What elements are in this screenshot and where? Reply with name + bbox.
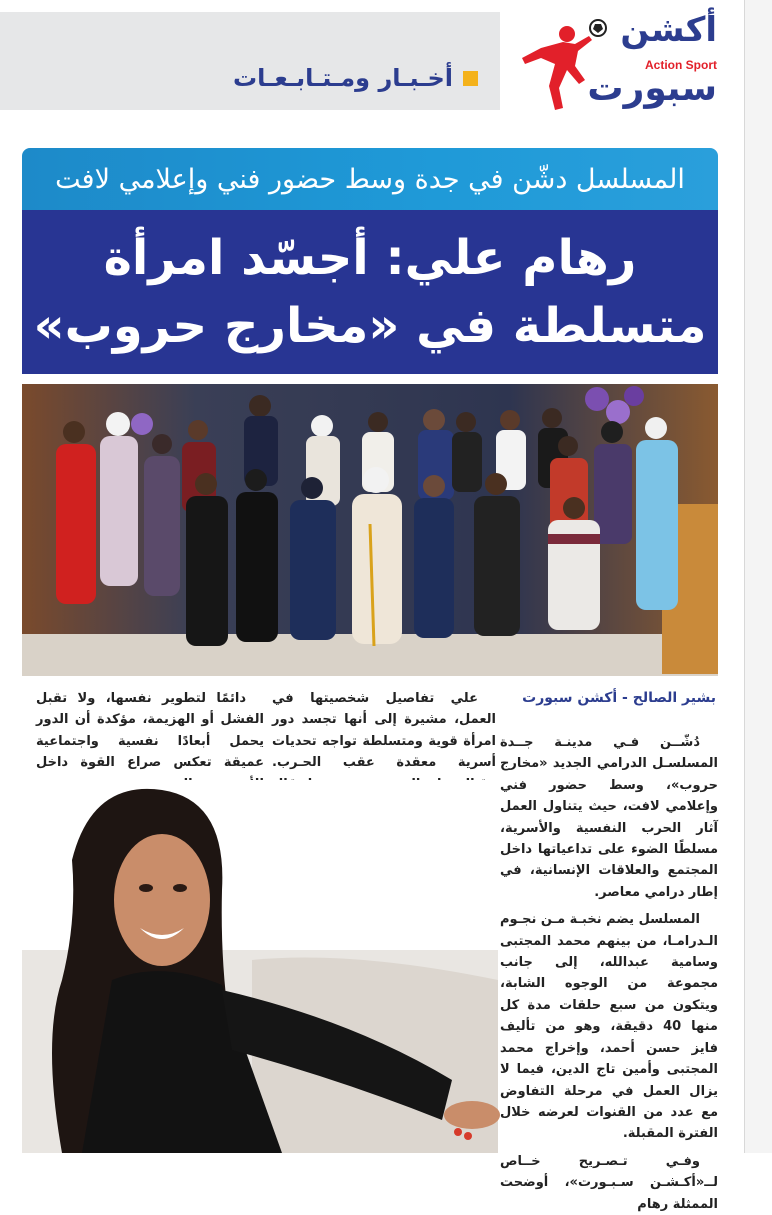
headline-line-1: رهام علي: أجسّد امرأة [103,230,637,286]
paragraph: علي تفاصيل شخصيتها في العمل، مشيرة إلى أنها تجسد دور امرأة قوية ومتسلطة تواجه تحديات أسرية معقدة عقب الحـرب. [272,691,496,771]
logo-english: Action Sport [645,58,717,72]
action-sport-logo [515,10,723,110]
logo-arabic-top: أكشن [620,10,717,50]
headline-line-2: متسلطة في «مخارج حروب» [33,298,707,354]
paragraph: دائمًا لتطوير نفسها، ولا تقبل الفشل أو الهزيمة، مؤكدة أن الدور يحمل أبعادًا نفسية واجتماعية عميقة تعكس صراع القوة داخل [36,691,264,771]
byline: بشير الصالح - أكشن سبورت [522,690,716,706]
article-column-right [500,732,718,1212]
logo-arabic-bottom: سبورت [587,68,717,109]
paragraph: المسلسل يضم نخبـة مـن نجـوم الـدرامـا، من بينهم محمد المجتبى وسامية عبدالله، إلى جانب مجموعة من الوجوه الشابة، ويتكون من سبع حلقات مدة كل منها 40 دقيقة، وهو من تأليف فايز حسن أحمد، وإخراج محمد المجتبى وأمين تاج الدين، فيما لا يزال العمل في مرحلة التفاوض مع عدد من القنوات لعرضه خلال الفترة المقبلة. [500,912,718,1142]
page-edge [744,0,772,1153]
actress-portrait-photo [22,780,498,1153]
section-bullet-icon [463,71,478,86]
article-column-left [36,688,264,778]
paragraph: وفـي تـصـريح خــاص لــ«أكـشـن سـبـورت»، أوضحت الممثلة رهام [500,1153,718,1212]
section-label-text: أخـبـار ومـتـابـعـات [233,64,453,92]
paragraph: دُشّــن فـي مدينـة جــدة المسلسـل الدرامي الجديد «مخارج حروب»، وسط حضور فني وإعلامي لافت، حيث يتناول العمل آثار الحرب النفسية والأسرية، مسلطًا الضوء على تداعياتها داخل المجتمع والعلاقات الإنسانية، في إطار درامي معاصر. [500,735,718,900]
section-label [233,58,478,98]
subheadline-bar [22,148,718,210]
cast-group-photo [22,384,718,676]
subheadline: المسلسل دشّن في جدة وسط حضور فني وإعلامي لافت [55,163,685,195]
headline-box [22,210,718,374]
